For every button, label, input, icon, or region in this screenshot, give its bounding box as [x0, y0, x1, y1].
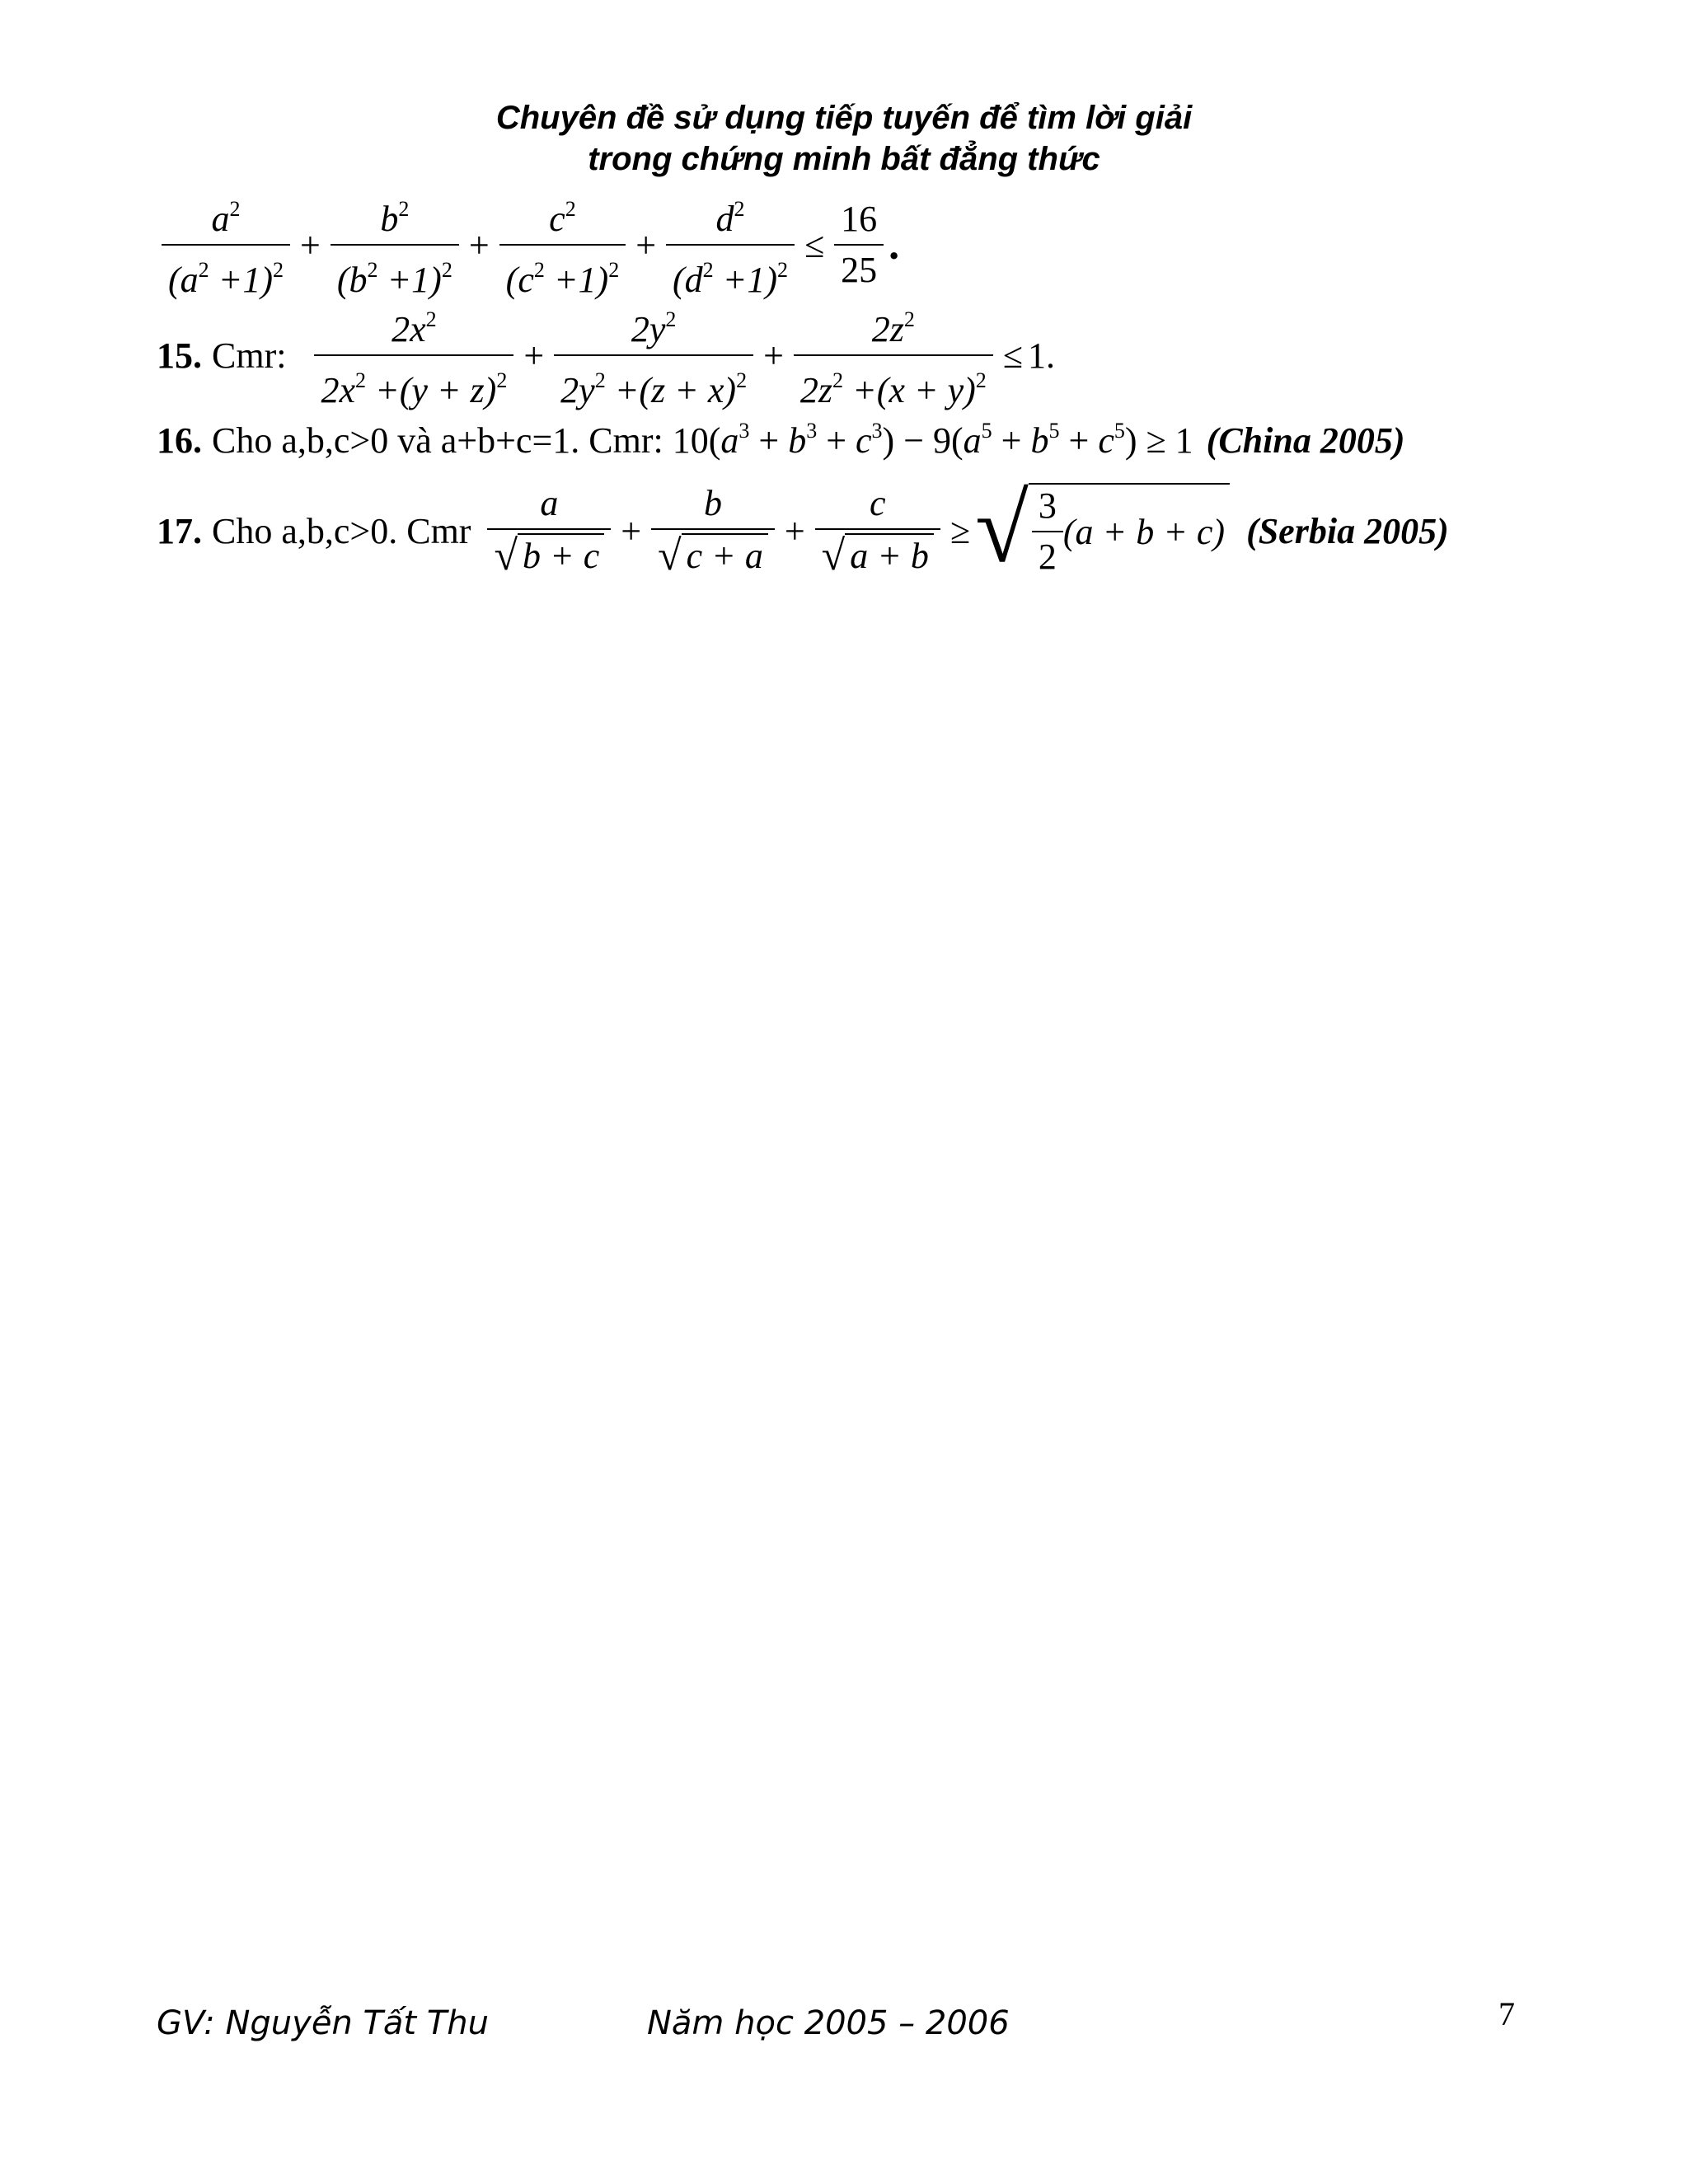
fraction-term-b: $\frac{b^2}{(b^2 +1)^2}$	[331, 188, 459, 302]
problem-number: 15.	[157, 335, 202, 376]
fraction-rhs: $\frac{16}{25}$	[834, 198, 884, 292]
problem-number: 16.	[157, 419, 202, 461]
inequality-rhs: 1.	[1027, 335, 1055, 376]
problem-16	[157, 419, 1405, 462]
inequality-expression: $a^3 + b^3 + c^3) - 9(a^5 + b^5 + c^5) \ge 1$	[720, 419, 1193, 461]
problem-number: 17.	[157, 510, 202, 551]
problem-17: 17. Cho a,b,c>0. Cmr a √ b + c + b √ c + a + c √ a + b ≥ √ $\frac{3}{2}$ (a + b + c) (Serbia 2005)	[157, 475, 1449, 583]
problem-text: Cho a,b,c>0 và a+b+c=1. Cmr: 10(	[212, 419, 721, 461]
fraction-y: $\frac{2y^2}{2y^2 +(z + x)^2}$	[554, 298, 753, 412]
problem-15: 15. Cmr: $\frac{2x^2}{2x^2 +(y + z)^2}$ + $\frac{2y^2}{2y^2 +(z + x)^2}$ + $\frac{2z^2}{2z^2 +(x + y)^2}$ ≤ 1.	[157, 298, 1055, 412]
fraction-term-a: $\frac{a^2}{(a^2 +1)^2}$	[162, 188, 290, 302]
header-title-line1: Chuyên đề sử dụng tiếp tuyến để tìm lời giải	[495, 100, 1193, 136]
sqrt-rhs: √ $\frac{3}{2}$ (a + b + c)	[975, 483, 1230, 579]
problem-text: Cho a,b,c>0. Cmr	[212, 510, 471, 551]
fraction-b: b √ c + a	[651, 482, 775, 579]
problem-label: Cmr:	[212, 335, 287, 376]
fraction-c: c √ a + b	[815, 482, 940, 579]
header-title-line2: trong chứng minh bất đẳng thức	[588, 141, 1100, 177]
page-number: 7	[1498, 1995, 1515, 2032]
fraction-term-c: $\frac{c^2}{(c^2 +1)^2}$	[499, 188, 626, 302]
footer-year: Năm học 2005 – 2006	[647, 2004, 1010, 2042]
fraction-term-d: $\frac{d^2}{(d^2 +1)^2}$	[666, 188, 795, 302]
fraction-a: a √ b + c	[487, 482, 611, 579]
problem-source: (Serbia 2005)	[1246, 510, 1449, 551]
continuation-inequality: $\frac{a^2}{(a^2 +1)^2}$ + $\frac{b^2}{(b^2 +1)^2}$ + $\frac{c^2}{(c^2 +1)^2}$ + $\frac{d^2}{(d^2 +1)^2}$ ≤ $\frac{16}{25}$ .	[157, 188, 899, 302]
problem-source: (China 2005)	[1206, 419, 1405, 461]
fraction-z: $\frac{2z^2}{2z^2 +(x + y)^2}$	[794, 298, 993, 412]
fraction-x: $\frac{2x^2}{2x^2 +(y + z)^2}$	[314, 298, 513, 412]
footer-teacher: GV: Nguyễn Tất Thu	[157, 2004, 489, 2042]
